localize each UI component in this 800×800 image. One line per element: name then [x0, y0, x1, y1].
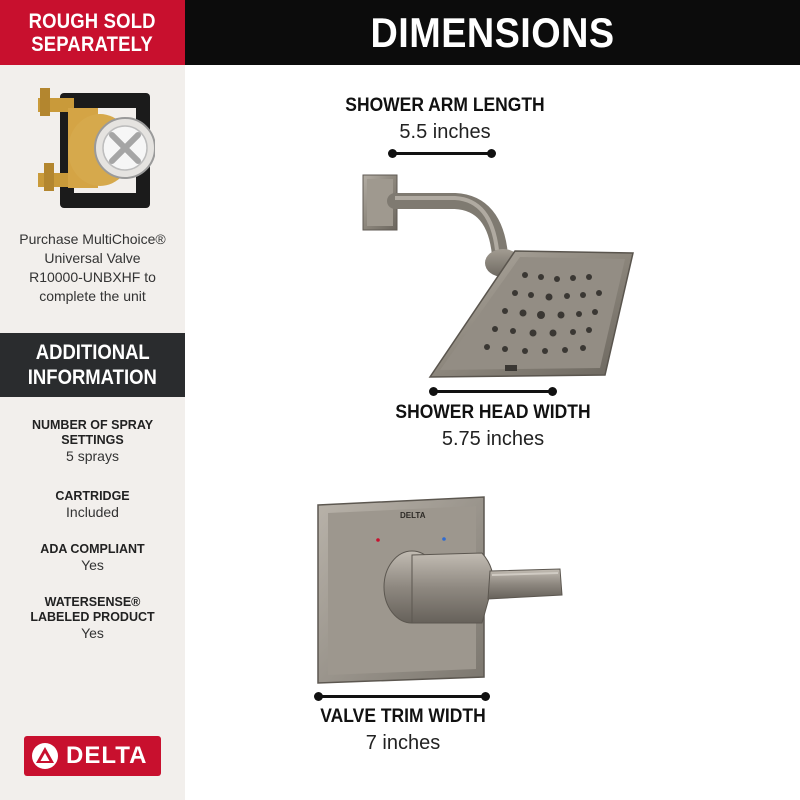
- rough-in-valve-image: [30, 78, 155, 218]
- spec-value: 5 sprays: [66, 448, 119, 464]
- shower-arm-dimension-line: [392, 152, 492, 155]
- shower-arm-length-value: 5.5 inches: [399, 121, 491, 143]
- spec-label: WATERSENSE®: [44, 595, 141, 609]
- spec-label: SETTINGS: [61, 433, 124, 447]
- rough-banner-line-1: ROUGH SOLD: [28, 9, 157, 33]
- shower-head-dimension-line: [433, 390, 553, 393]
- valve-trim-image: [312, 495, 572, 685]
- spec-label: ADA COMPLIANT: [40, 542, 145, 556]
- page-title: DIMENSIONS: [370, 8, 615, 56]
- rough-banner-line-2: SEPARATELY: [31, 32, 154, 56]
- shower-arm-length-label: SHOWER ARM LENGTH: [345, 95, 545, 116]
- purchase-line: complete the unit: [39, 288, 146, 304]
- spec-value: Yes: [81, 625, 104, 641]
- spec-value: Included: [66, 504, 119, 520]
- valve-trim-dimension-line: [318, 695, 486, 698]
- valve-trim-width-value: 7 inches: [365, 732, 441, 754]
- shower-head-width-label: SHOWER HEAD WIDTH: [395, 402, 591, 423]
- spec-spray-settings: [0, 418, 185, 465]
- spec-ada-compliant: [0, 542, 185, 574]
- delta-drop-icon: [30, 741, 60, 771]
- shower-head-width-value: 5.75 inches: [441, 428, 545, 450]
- spec-cartridge: [0, 489, 185, 521]
- valve-trim-width-label: VALVE TRIM WIDTH: [320, 706, 486, 727]
- delta-logo: [24, 736, 161, 776]
- purchase-multichoice-text: [0, 230, 185, 306]
- spec-label: LABELED PRODUCT: [30, 610, 155, 624]
- info-banner-line-2: INFORMATION: [27, 366, 158, 389]
- purchase-line: R10000-UNBXHF to: [29, 269, 156, 285]
- additional-information-banner: [0, 333, 185, 397]
- rough-sold-separately-banner: [0, 0, 185, 65]
- spec-label: CARTRIDGE: [55, 489, 130, 503]
- purchase-line: Universal Valve: [44, 250, 141, 266]
- dimensions-header: [185, 0, 800, 65]
- info-banner-line-1: ADDITIONAL: [35, 341, 150, 364]
- shower-head-image: [355, 165, 645, 385]
- spec-watersense: [0, 595, 185, 642]
- trim-brand-text: DELTA: [400, 511, 426, 520]
- delta-logo-text: DELTA: [66, 742, 148, 769]
- purchase-line: Purchase MultiChoice®: [19, 231, 166, 247]
- sidebar: [0, 0, 185, 800]
- spec-label: NUMBER OF SPRAY: [31, 418, 154, 432]
- spec-value: Yes: [81, 557, 104, 573]
